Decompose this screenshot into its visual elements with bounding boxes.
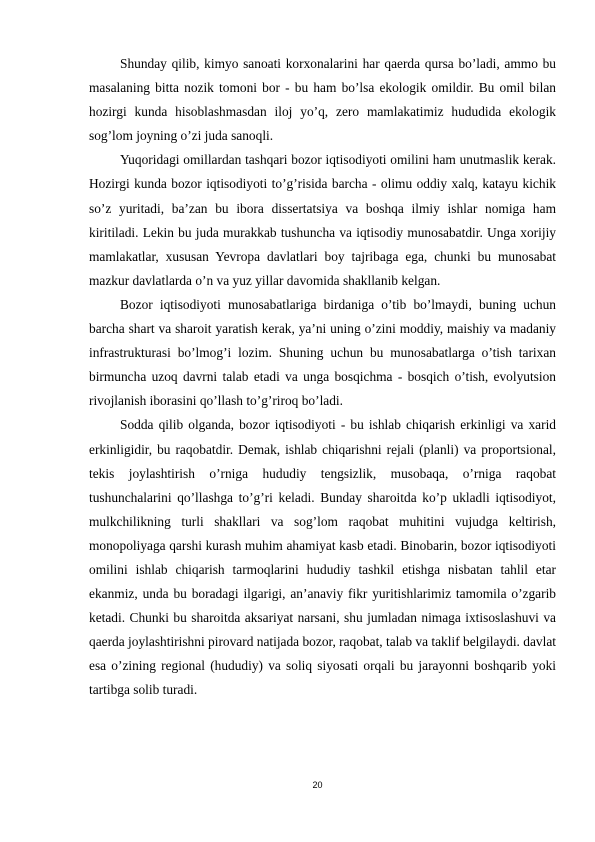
paragraph-2: Yuqoridagi omillardan tashqari bozor iqtisodiyoti omilini ham unutmaslik kerak. Hozirgi kunda bozor iqtisodiyoti to’g’risida barcha - olimu oddiy xalq, katayu kichik so’z yuritadi, ba’zan bu ibora dissertatsiya va boshqa ilmiy ishlar nomiga ham kiritiladi. Lekin bu juda murakkab tushuncha va iqtisodiy munosabatdir. Unga xorijiy mamlakatlar, xususan Yevropa davlatlari boy tajribaga ega, chunki bu munosabat mazkur davlatlarda o’n va yuz yillar davomida shakllanib kelgan. xyxy=(89,152,556,288)
paragraph-1: Shunday qilib, kimyo sanoati korxonalarini har qaerda qursa bo’ladi, ammo bu masalaning bitta nozik tomoni bor - bu ham bo’lsa ekologik omildir. Bu omil bilan hozirgi kunda hisoblashmasdan iloj yo’q, zero mamlakatimiz hududida ekologik sog’lom joyning o’zi juda sanoqli. xyxy=(89,56,556,144)
document-body xyxy=(89,52,556,703)
page-number: 20 xyxy=(312,780,323,790)
paragraph-4: Sodda qilib olganda, bozor iqtisodiyoti - bu ishlab chiqarish erkinligi va xarid erkinligidir, bu raqobatdir. Demak, ishlab chiqarishni rejali (planli) va proportsional, tekis joylashtirish o’rniga hududiy tengsizlik, musobaqa, o’rniga raqobat tushunchalarini qo’llashga to’g’ri keladi. Bunday sharoitda ko’p ukladli iqtisodiyot, mulkchilikning turli shakllari va sog’lom raqobat muhitini vujudga keltirish, monopoliyaga qarshi kurash muhim ahamiyat kasb etadi. Binobarin, bozor iqtisodiyoti omilini ishlab chiqarish tarmoqlarini hududiy tashkil etishga nisbatan tahlil etar ekanmiz, unda bu boradagi ilgarigi, an’anaviy fikr yuritishlarimiz tamomila o’zgarib ketadi. Chunki bu sharoitda aksariyat narsani, shu jumladan nimaga ixtisoslashuvi va qaerda joylashtirishni pirovard natijada bozor, raqobat, talab va taklif belgilaydi. davlat esa o’zining regional (hududiy) va soliq siyosati orqali bu jarayonni boshqarib yoki tartibga solib turadi. xyxy=(89,417,556,698)
paragraph-3: Bozor iqtisodiyoti munosabatlariga birdaniga o’tib bo’lmaydi, buning uchun barcha shart va sharoit yaratish kerak, ya’ni uning o’zini moddiy, maishiy va madaniy infrastrukturasi bo’lmog’i lozim. Shuning uchun bu munosabatlarga o’tish tarixan birmuncha uzoq davrni talab etadi va unga bosqichma - bosqich o’tish, evolyutsion rivojlanish iborasini qo’llash to’g’riroq bo’ladi. xyxy=(89,296,556,409)
